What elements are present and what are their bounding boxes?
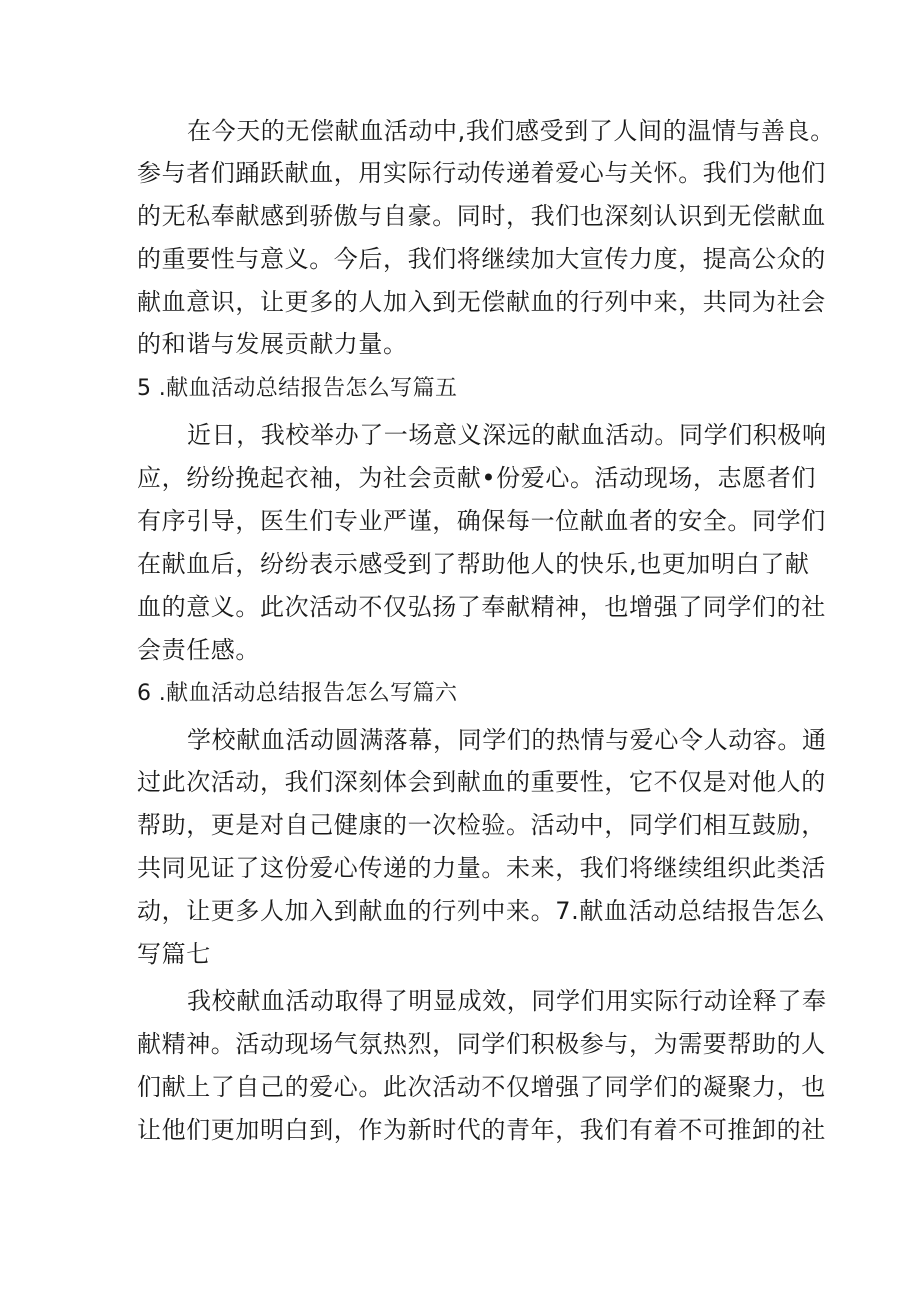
paragraph-line: 献血意识，让更多的人加入到无偿献血的行列中来，共同为社会 [137, 288, 826, 316]
paragraph-line: 动，让更多人加入到献血的行列中来。7.献血活动总结报告怎么 [137, 897, 826, 925]
paragraph-line: 学校献血活动圆满落幕，同学们的热情与爱心令人动容。通 [187, 726, 827, 754]
paragraph-line: 在今天的无偿献血活动中,我们感受到了人间的温情与善良。 [187, 117, 835, 145]
paragraph-line: 会责任感。 [137, 636, 260, 664]
paragraph-line: 有序引导，医生们专业严谨，确保每一位献血者的安全。同学们 [137, 507, 826, 535]
section-heading-6: 6 .献血活动总结报告怎么写篇六 [137, 681, 458, 706]
paragraph-line: 让他们更加明白到，作为新时代的青年，我们有着不可推卸的社 [137, 1116, 826, 1144]
paragraph-line: 写篇七 [137, 940, 211, 968]
paragraph-line: 的无私奉献感到骄傲与自豪。同时，我们也深刻认识到无偿献血 [137, 202, 826, 230]
paragraph-line: 们献上了自己的爱心。此次活动不仅增强了同学们的凝聚力，也 [137, 1073, 826, 1101]
paragraph-line: 帮助，更是对自己健康的一次检验。活动中，同学们相互鼓励， [137, 811, 826, 839]
paragraph-line: 在献血后，纷纷表示感受到了帮助他人的快乐,也更加明白了献 [137, 550, 810, 578]
paragraph-line: 的重要性与意义。今后，我们将继续加大宣传力度，提高公众的 [137, 245, 826, 273]
paragraph-line: 共同见证了这份爱心传递的力量。未来，我们将继续组织此类活 [137, 854, 826, 882]
paragraph-line: 过此次活动，我们深刻体会到献血的重要性，它不仅是对他人的 [137, 768, 826, 796]
paragraph-line: 应，纷纷挽起衣袖，为社会贡献•份爱心。活动现场，志愿者们 [137, 464, 816, 492]
paragraph-line: 的和谐与发展贡献力量。 [137, 330, 408, 358]
section-heading-5: 5 .献血活动总结报告怎么写篇五 [137, 376, 458, 401]
paragraph-line: 我校献血活动取得了明显成效，同学们用实际行动诠释了奉 [187, 987, 827, 1015]
paragraph-line: 参与者们踊跃献血，用实际行动传递着爱心与关怀。我们为他们 [137, 159, 826, 187]
paragraph-line: 血的意义。此次活动不仅弘扬了奉献精神，也增强了同学们的社 [137, 593, 826, 621]
paragraph-line: 近日，我校举办了一场意义深远的献血活动。同学们积极响 [187, 421, 827, 449]
paragraph-line: 献精神。活动现场气氛热烈，同学们积极参与，为需要帮助的人 [137, 1030, 826, 1058]
